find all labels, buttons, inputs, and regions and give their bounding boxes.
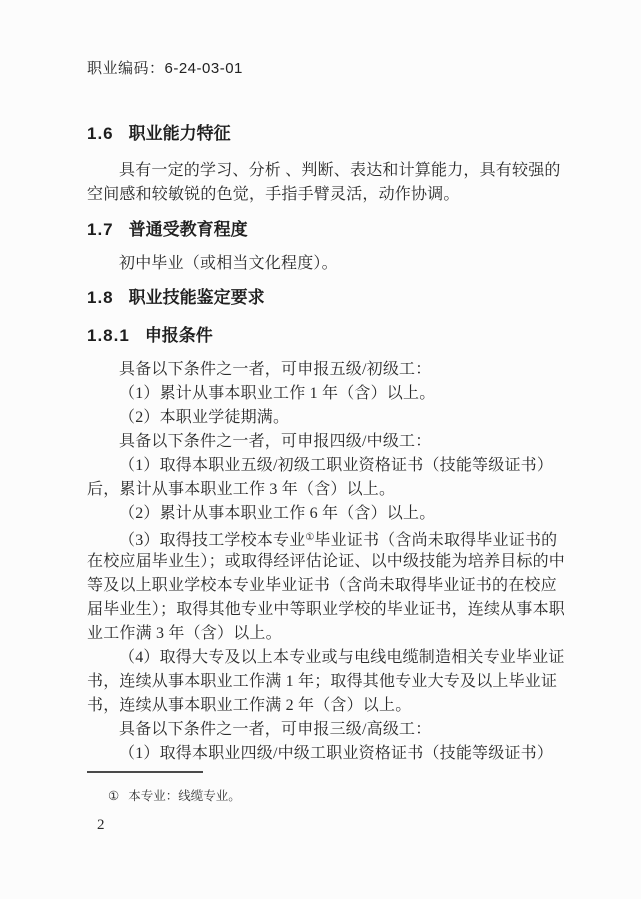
text-run: （2）累计从事本职业工作 6 年（含）以上。	[119, 505, 436, 522]
text-run: 具备以下条件之一者，可申报三级/高级工：	[119, 721, 432, 738]
text-line	[87, 646, 565, 670]
text-run: （3）取得技工学校本专业	[119, 532, 306, 549]
footnote-ref-superscript: ①	[305, 532, 315, 543]
text-line	[87, 478, 565, 502]
section-number: 1.8	[87, 288, 114, 307]
footnote-divider	[87, 771, 203, 773]
text-line	[87, 694, 565, 718]
text-line	[87, 574, 565, 598]
section-title: 职业能力特征	[128, 124, 231, 143]
section-1-7-paragraph	[87, 252, 338, 276]
section-heading-1-6	[87, 122, 231, 146]
text-line	[87, 622, 565, 646]
text-run: （1）取得本职业四级/中级工职业资格证书（技能等级证书）	[119, 745, 554, 762]
text-run: 毕业证书（含尚未取得毕业证书的	[314, 532, 558, 549]
text-run: 具备以下条件之一者，可申报五级/初级工：	[119, 361, 432, 378]
text-run: 具备以下条件之一者，可申报四级/中级工：	[119, 433, 432, 450]
text-run: （1）取得本职业五级/初级工职业资格证书（技能等级证书）	[119, 457, 554, 474]
text-run: 书，连续从事本职业工作满 1 年；取得其他专业大专及以上毕业证	[87, 673, 558, 690]
text-line	[87, 670, 565, 694]
section-heading-1-8	[87, 286, 265, 310]
text-line	[87, 526, 565, 550]
text-line	[87, 358, 565, 382]
page-number: 2	[97, 817, 105, 833]
section-heading-1-7	[87, 218, 248, 242]
occupation-code: 职业编码：6-24-03-01	[87, 60, 243, 77]
text-line	[87, 159, 561, 183]
text-line	[87, 502, 565, 526]
text-run: 书，连续从事本职业工作满 2 年（含）以上。	[87, 697, 412, 714]
text-run: 初中毕业（或相当文化程度）。	[119, 255, 338, 272]
section-number: 1.6	[87, 124, 114, 143]
text-run: （4）取得大专及以上本专业或与电线电缆制造相关专业毕业证	[119, 649, 565, 666]
text-line	[87, 183, 561, 207]
section-1-8-1-paragraph	[87, 358, 565, 766]
text-run: 在校应届毕业生）；或取得经评估论证、以中级技能为培养目标的中	[87, 553, 566, 570]
section-heading-1-8-1	[87, 324, 213, 348]
footnote-symbol: ①	[108, 789, 120, 803]
text-run: 后，累计从事本职业工作 3 年（含）以上。	[87, 481, 396, 498]
text-run: 届毕业生）；取得其他专业中等职业学校的毕业证书，连续从事本职	[87, 601, 566, 618]
text-line	[87, 382, 565, 406]
text-run: 业工作满 3 年（含）以上。	[87, 625, 282, 642]
text-line	[87, 718, 565, 742]
text-line	[87, 406, 565, 430]
section-1-6-paragraph	[87, 159, 561, 207]
text-line	[87, 550, 565, 574]
text-run: 空间感和较敏锐的色觉，手指手臂灵活，动作协调。	[87, 186, 460, 203]
text-run: （1）累计从事本职业工作 1 年（含）以上。	[119, 385, 436, 402]
text-run: 等及以上职业学校本专业毕业证书（含尚未取得毕业证书的在校应	[87, 577, 557, 594]
section-title: 普通受教育程度	[128, 220, 248, 239]
text-line	[87, 430, 565, 454]
footnote-text: 本专业：线缆专业。	[128, 789, 241, 803]
section-number: 1.8.1	[87, 326, 130, 345]
text-run: 具有一定的学习、分析 、判断、表达和计算能力，具有较强的	[119, 162, 561, 179]
text-line	[87, 742, 565, 766]
section-title: 申报条件	[144, 326, 213, 345]
text-run: （2）本职业学徒期满。	[119, 409, 290, 426]
section-number: 1.7	[87, 220, 114, 239]
section-title: 职业技能鉴定要求	[128, 288, 265, 307]
text-line	[87, 454, 565, 478]
text-line	[87, 598, 565, 622]
text-line	[87, 252, 338, 276]
footnote	[108, 787, 241, 805]
